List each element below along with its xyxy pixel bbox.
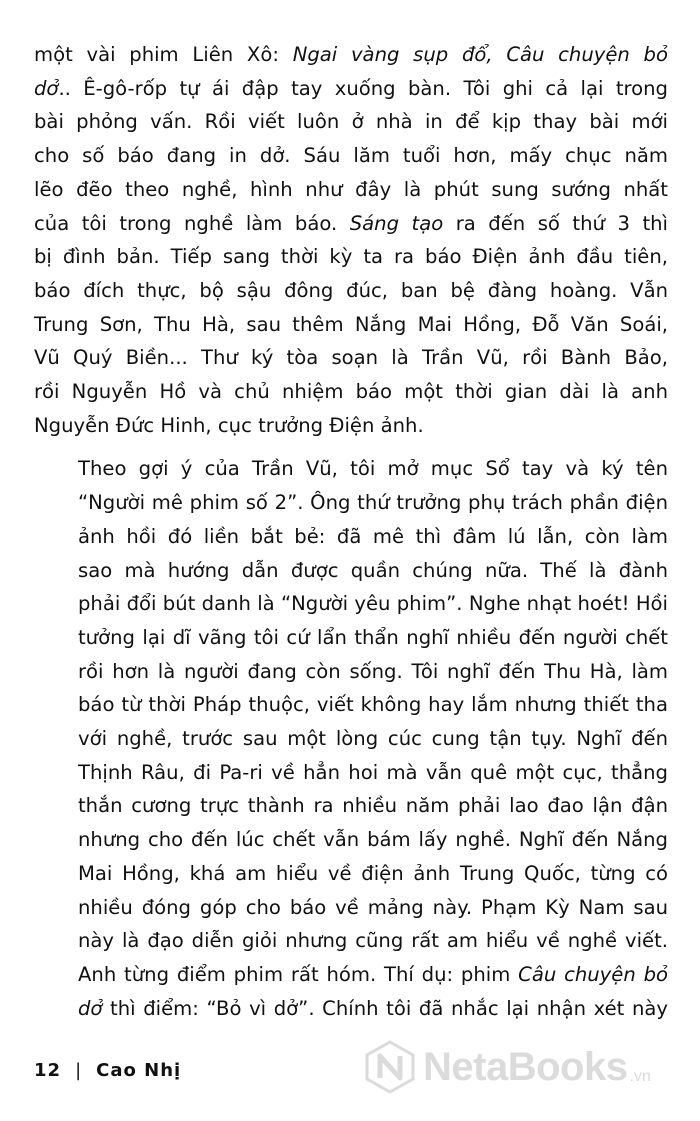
- text-line: phải đổi bút danh là “Người yêu phim”. Nghe nhạt hoét! Hồi: [78, 592, 668, 616]
- text-span: một vài phim Liên Xô:: [34, 43, 293, 66]
- text-line: với nghề, trước sau một lòng cúc cung tận tụy. Nghĩ đến: [78, 727, 668, 751]
- text-line: thắn cương trực thành ra nhiều năm phải lao đao lận đận: [78, 794, 668, 818]
- italic-title: Ngai vàng sụp đổ, Câu chuyện bỏ: [292, 43, 668, 66]
- text-line: Thịnh Râu, đi Pa-ri về hẳn hoi mà vẫn quê một cục, thẳng: [78, 760, 668, 784]
- netabooks-logo-icon: [363, 1040, 417, 1094]
- text-line: [34, 72, 668, 106]
- text-line: bài phỏng vấn. Rồi viết luôn ở nhà in để kịp thay bài mới: [34, 110, 668, 134]
- page-number: 12: [34, 1060, 62, 1081]
- text-line: rồi Nguyễn Hồ và chủ nhiệm báo một thời gian dài là anh: [34, 380, 668, 404]
- text-line: bị đình bản. Tiếp sang thời kỳ ta ra báo Điện ảnh đầu tiên,: [34, 245, 668, 269]
- text-line: ảnh hồi đó liền bắt bẻ: đã mê thì đâm lú lẫn, còn làm: [78, 524, 668, 548]
- paragraph-1: [34, 38, 668, 442]
- text-line: báo đích thực, bộ sậu đông đúc, ban bệ đàng hoàng. Vẫn: [34, 278, 668, 302]
- text-line: tưởng lại dĩ vãng tôi cứ lẩn thẩn nghĩ nhiều đến người chết: [78, 625, 668, 649]
- text-line: [34, 992, 668, 1026]
- text-line: sao mà hướng dẫn được quần chúng nữa. Thế là đành: [78, 558, 668, 582]
- page-body: [34, 38, 668, 1025]
- watermark-brand: NetaBooks: [423, 1044, 628, 1089]
- text-line: Trung Sơn, Thu Hà, sau thêm Nắng Mai Hồng, Đỗ Văn Soái,: [34, 312, 668, 336]
- watermark: [363, 1036, 683, 1098]
- text-line: báo từ thời Pháp thuộc, viết không hay lắm nhưng thiết tha: [78, 693, 668, 717]
- text-line: này là đạo diễn giỏi nhưng cũng rất am hiểu về nghề viết.: [78, 929, 668, 953]
- italic-title: Câu chuyện bỏ: [518, 962, 668, 986]
- text-line: [34, 38, 668, 72]
- page-footer: [34, 1060, 181, 1081]
- text-span: thì điểm: “Bỏ vì dở”. Chính tôi đã nhắc lại nhận xét này: [102, 996, 668, 1020]
- text-span: Anh từng điểm phim rất hóm. Thí dụ: phim: [78, 962, 519, 986]
- footer-separator: |: [75, 1060, 83, 1081]
- text-line: “Người mê phim số 2”. Ông thứ trưởng phụ trách phần điện: [78, 491, 668, 515]
- italic-title: dở: [78, 996, 103, 1020]
- text-span: của tôi trong nghề làm báo.: [34, 211, 350, 235]
- text-line: cho số báo đang in dở. Sáu lăm tuổi hơn, mấy chục năm: [34, 144, 668, 168]
- text-line: nhiều đóng góp cho báo về mảng này. Phạm Kỳ Nam sau: [78, 895, 668, 919]
- watermark-suffix: .vn: [629, 1068, 651, 1085]
- text-line: Vũ Quý Biền... Thư ký tòa soạn là Trần Vũ, rồi Bành Bảo,: [34, 346, 668, 370]
- italic-title: dở: [34, 76, 59, 100]
- text-span: .. Ê-gô-rốp tự ái đập tay xuống bàn. Tôi ghi cả lại trong: [58, 76, 668, 100]
- text-line: rồi hơn là người đang còn sống. Tôi nghĩ đến Thu Hà, làm: [78, 659, 668, 683]
- text-line: Nguyễn Đức Hinh, cục trưởng Điện ảnh.: [34, 413, 424, 437]
- text-line: [34, 958, 668, 992]
- paragraph-2: [34, 452, 668, 1025]
- text-line: Mai Hồng, khá am hiểu về điện ảnh Trung Quốc, từng có: [78, 861, 668, 885]
- text-line: Theo gợi ý của Trần Vũ, tôi mở mục Sổ tay và ký tên: [78, 457, 668, 481]
- author-name: Cao Nhị: [96, 1060, 182, 1081]
- text-line: lẽo đẽo theo nghề, hình như đây là phút sung sướng nhất: [34, 177, 668, 201]
- italic-title: Sáng tạo: [349, 211, 444, 235]
- text-line: [34, 207, 668, 241]
- text-span: ra đến số thứ 3 thì: [443, 211, 668, 235]
- text-line: nhưng cho đến lúc chết vẫn bám lấy nghề. Nghĩ đến Nắng: [78, 828, 668, 852]
